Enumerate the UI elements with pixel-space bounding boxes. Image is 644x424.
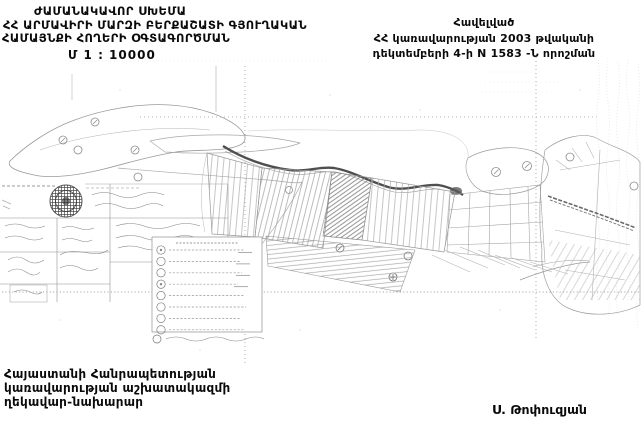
signatory-name: Ս. Թոփուզյան [492,402,587,417]
annex-decree-number: դեկտեմբերի 4-ի N 1583 -Ն որոշման [372,47,596,60]
signatory-title-block [4,368,231,409]
annex-label: Հավելված [453,16,515,29]
document-subtitle-community: ՀԱՄԱՅՆՔԻ ՀՈՂԵՐԻ ՕԳՏԱԳՈՐԾՄԱՆ [2,31,231,45]
legend-footnote-row [153,335,264,343]
map-legend [152,237,264,343]
map-scale-label: Մ 1 : 10000 [68,48,156,62]
document-title: ԺԱՄԱՆԱԿԱՎՈՐ ՍԽԵՄԱ [34,4,187,18]
map-block-parcels [447,148,548,262]
annex-decree-authority: ՀՀ կառավարության 2003 թվականի [373,31,595,45]
annex-reference-block [346,15,622,62]
signatory-line-1: Հայաստանի Հանրապետության [4,367,217,381]
document-subtitle-region: ՀՀ ԱՐՄԱՎԻՐԻ ՄԱՐԶԻ ԲԵՐՔԱՇԱՏԻ ԳՅՈՒՂԱԿԱՆ [3,17,307,32]
stamp-seal-icon [50,185,82,217]
signatory-line-2: կառավարության աշխատակազմի [4,380,231,395]
map-east-parcel-cluster [540,135,640,314]
signatory-line-3: ղեկավար-նախարար [4,394,144,409]
